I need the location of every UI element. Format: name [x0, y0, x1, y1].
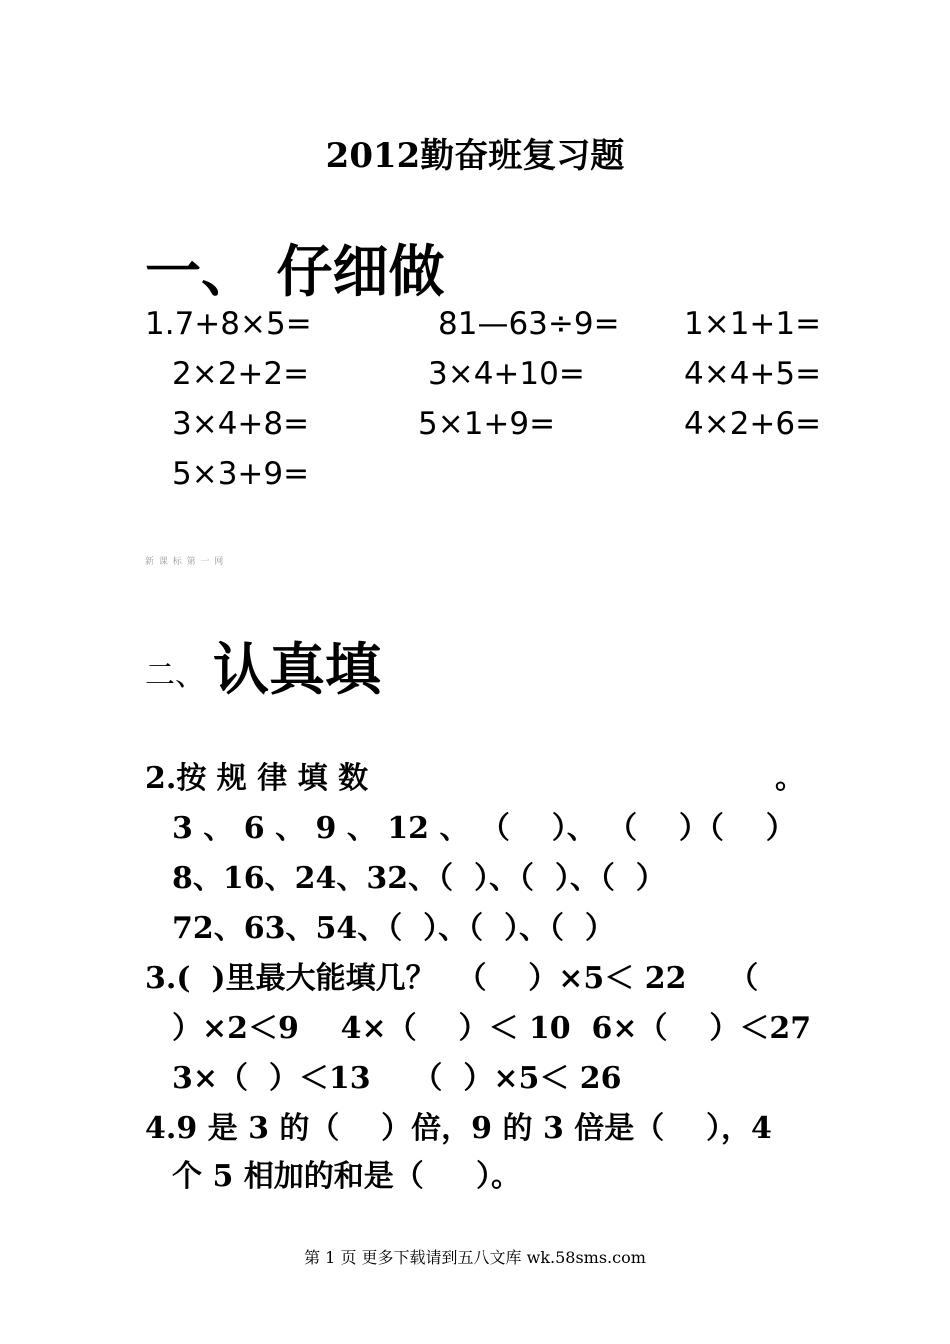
section-1-heading: 一、 仔细做 [145, 240, 445, 305]
q2-line-2: 8、16、24、32、（ ）、（ ）、（ ） [172, 861, 666, 896]
calc-1-1: 1.7+8×5= [145, 306, 312, 342]
calc-1-3: 1×1+1= [684, 306, 822, 342]
calc-1-2: 81—63÷9= [438, 306, 620, 342]
calc-3-2: 5×1+9= [418, 406, 556, 442]
section-2-number: 二、 [145, 658, 205, 693]
calc-2-2: 3×4+10= [428, 356, 585, 392]
calc-4-1: 5×3+9= [172, 456, 310, 492]
q3-line-2: ）×2＜9 4×（ ）＜ 10 6×（ ）＜27 [172, 1011, 812, 1046]
q2-period: 。 [775, 761, 805, 796]
q4-line-2: 个 5 相加的和是（ ）。 [172, 1159, 521, 1194]
q3-line-1: 3.( )里最大能填几？ （ ）×5＜ 22 （ [145, 961, 759, 996]
section-2-heading: 认真填 [213, 638, 381, 703]
q2-label: 2.按 规 律 填 数 [145, 761, 369, 796]
page-title: 2012勤奋班复习题 [325, 136, 625, 176]
watermark-text: 新 课 标 第 一 网 [145, 557, 225, 567]
q2-line-1: 3 、 6 、 9 、 12 、 （ ）、 （ ）（ ） [172, 811, 796, 846]
page-footer: 第 1 页 更多下载请到五八文库 wk.58sms.com [304, 1248, 646, 1267]
q4-line-1: 4.9 是 3 的（ ）倍，9 的 3 倍是（ ），4 [145, 1111, 772, 1146]
q2-line-3: 72、63、54、（ ）、（ ）、（ ） [172, 911, 615, 946]
calc-3-1: 3×4+8= [172, 406, 310, 442]
q3-line-3: 3×（ ）＜13 （ ）×5＜ 26 [172, 1061, 622, 1096]
calc-3-3: 4×2+6= [684, 406, 822, 442]
calc-2-3: 4×4+5= [684, 356, 822, 392]
calc-2-1: 2×2+2= [172, 356, 310, 392]
